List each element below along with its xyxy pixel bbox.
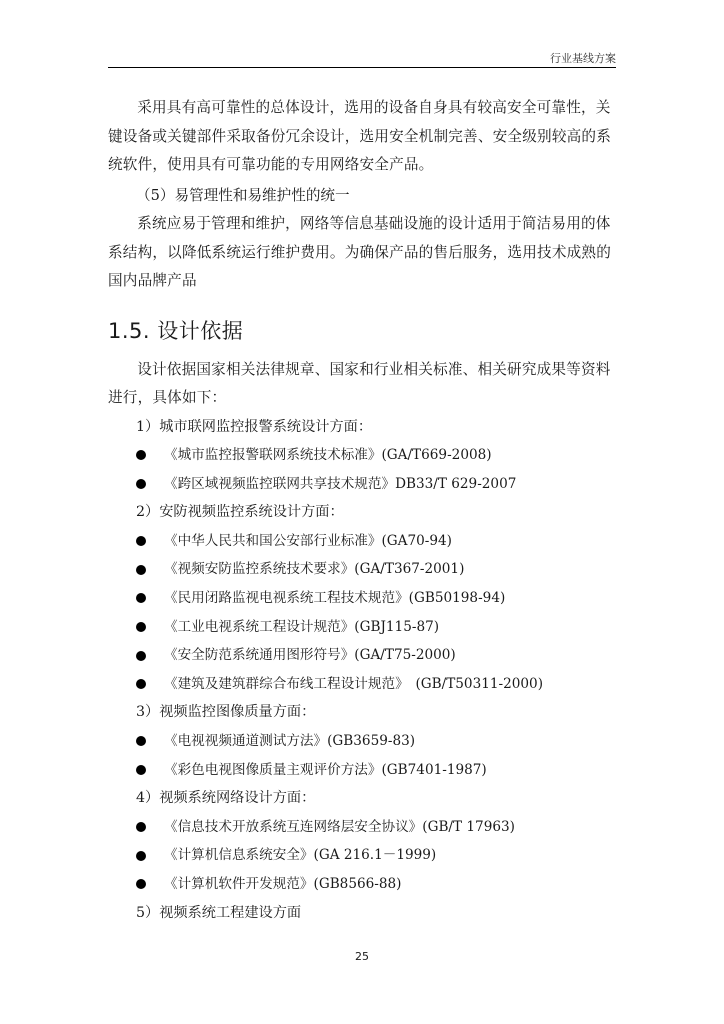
list-item-text: 《彩色电视图像质量主观评价方法》(GB7401-1987) [164, 761, 487, 778]
list-item [108, 470, 616, 499]
bullet-icon [136, 651, 146, 661]
list-item [108, 441, 616, 470]
list-item-text: 《工业电视系统工程设计规范》(GBJ115-87) [164, 618, 440, 635]
list-item-text: 《计算机软件开发规范》(GB8566-88) [164, 876, 402, 892]
group-title: 2）安防视频监控系统设计方面： [136, 504, 344, 521]
list-item [108, 841, 616, 870]
list-item [108, 670, 616, 699]
list-item [108, 641, 616, 670]
group-title: 4）视频系统网络设计方面： [136, 790, 316, 807]
list-item-text: 《城市监控报警联网系统技术标准》(GA/T669-2008) [164, 447, 492, 464]
list-item [108, 870, 616, 899]
section-heading [108, 316, 616, 346]
bullet-icon [136, 679, 146, 689]
list-item [108, 613, 616, 642]
header-rule [108, 67, 616, 68]
group-title: 3）视频监控图像质量方面： [136, 704, 316, 721]
paragraph: 系统应易于管理和维护，网络等信息基础设施的设计适用于简洁易用的体系结构，以降低系统运行维护费用。为确保产品的售后服务，选用技术成熟的国内品牌产品 [108, 215, 611, 289]
group-title: 1）城市联网监控报警系统设计方面： [136, 418, 373, 435]
section-intro: 设计依据国家相关法律规章、国家和行业相关标准、相关研究成果等资料进行，具体如下： [108, 360, 611, 406]
list-item-text: 《计算机信息系统安全》(GA 216.1－1999) [164, 847, 437, 864]
list-item-text: 《跨区域视频监控联网共享技术规范》DB33/T 629-2007 [164, 475, 517, 492]
list-item [108, 727, 616, 756]
list-item [108, 555, 616, 584]
bullet-icon [136, 536, 146, 546]
section-number: 1.5. [108, 318, 151, 343]
list-item-text: 《信息技术开放系统互连网络层安全协议》(GB/T 17963) [164, 818, 515, 835]
page-content [108, 94, 616, 927]
bullet-icon [136, 622, 146, 632]
list-item-text: 《中华人民共和国公安部行业标准》(GA70-94) [164, 532, 452, 549]
paragraph: 采用具有高可靠性的总体设计，选用的设备自身具有较高安全可靠性，关键设备或关键部件采取备份冗余设计，选用安全机制完善、安全级别较高的系统软件，使用具有可靠功能的专用网络安全产品。 [108, 99, 611, 173]
bullet-icon [136, 765, 146, 775]
section-title: 设计依据 [157, 318, 244, 343]
list-item-text: 《民用闭路监视电视系统工程技术规范》(GB50198-94) [164, 590, 506, 607]
list-item [108, 584, 616, 613]
bullet-icon [136, 879, 146, 889]
list-item [108, 527, 616, 556]
bullet-icon [136, 479, 146, 489]
list-item-text: 《视频安防监控系统技术要求》(GA/T367-2001) [164, 561, 465, 578]
subheading: （5）易管理性和易维护性的统一 [136, 186, 350, 204]
list-item [108, 813, 616, 842]
running-header: 行业基线方案 [550, 52, 616, 65]
list-item-text: 《建筑及建筑群综合布线工程设计规范》 (GB/T50311-2000) [164, 675, 544, 692]
bullet-icon [136, 450, 146, 460]
list-item [108, 756, 616, 785]
page-number: 25 [355, 950, 369, 963]
bullet-icon [136, 565, 146, 575]
bullet-icon [136, 593, 146, 603]
group-title: 5）视频系统工程建设方面 [136, 904, 302, 921]
list-item-text: 《安全防范系统通用图形符号》(GA/T75-2000) [164, 647, 456, 664]
list-item-text: 《电视视频通道测试方法》(GB3659-83) [164, 733, 416, 750]
bullet-icon [136, 736, 146, 746]
bullet-icon [136, 822, 146, 832]
bullet-icon [136, 851, 146, 861]
